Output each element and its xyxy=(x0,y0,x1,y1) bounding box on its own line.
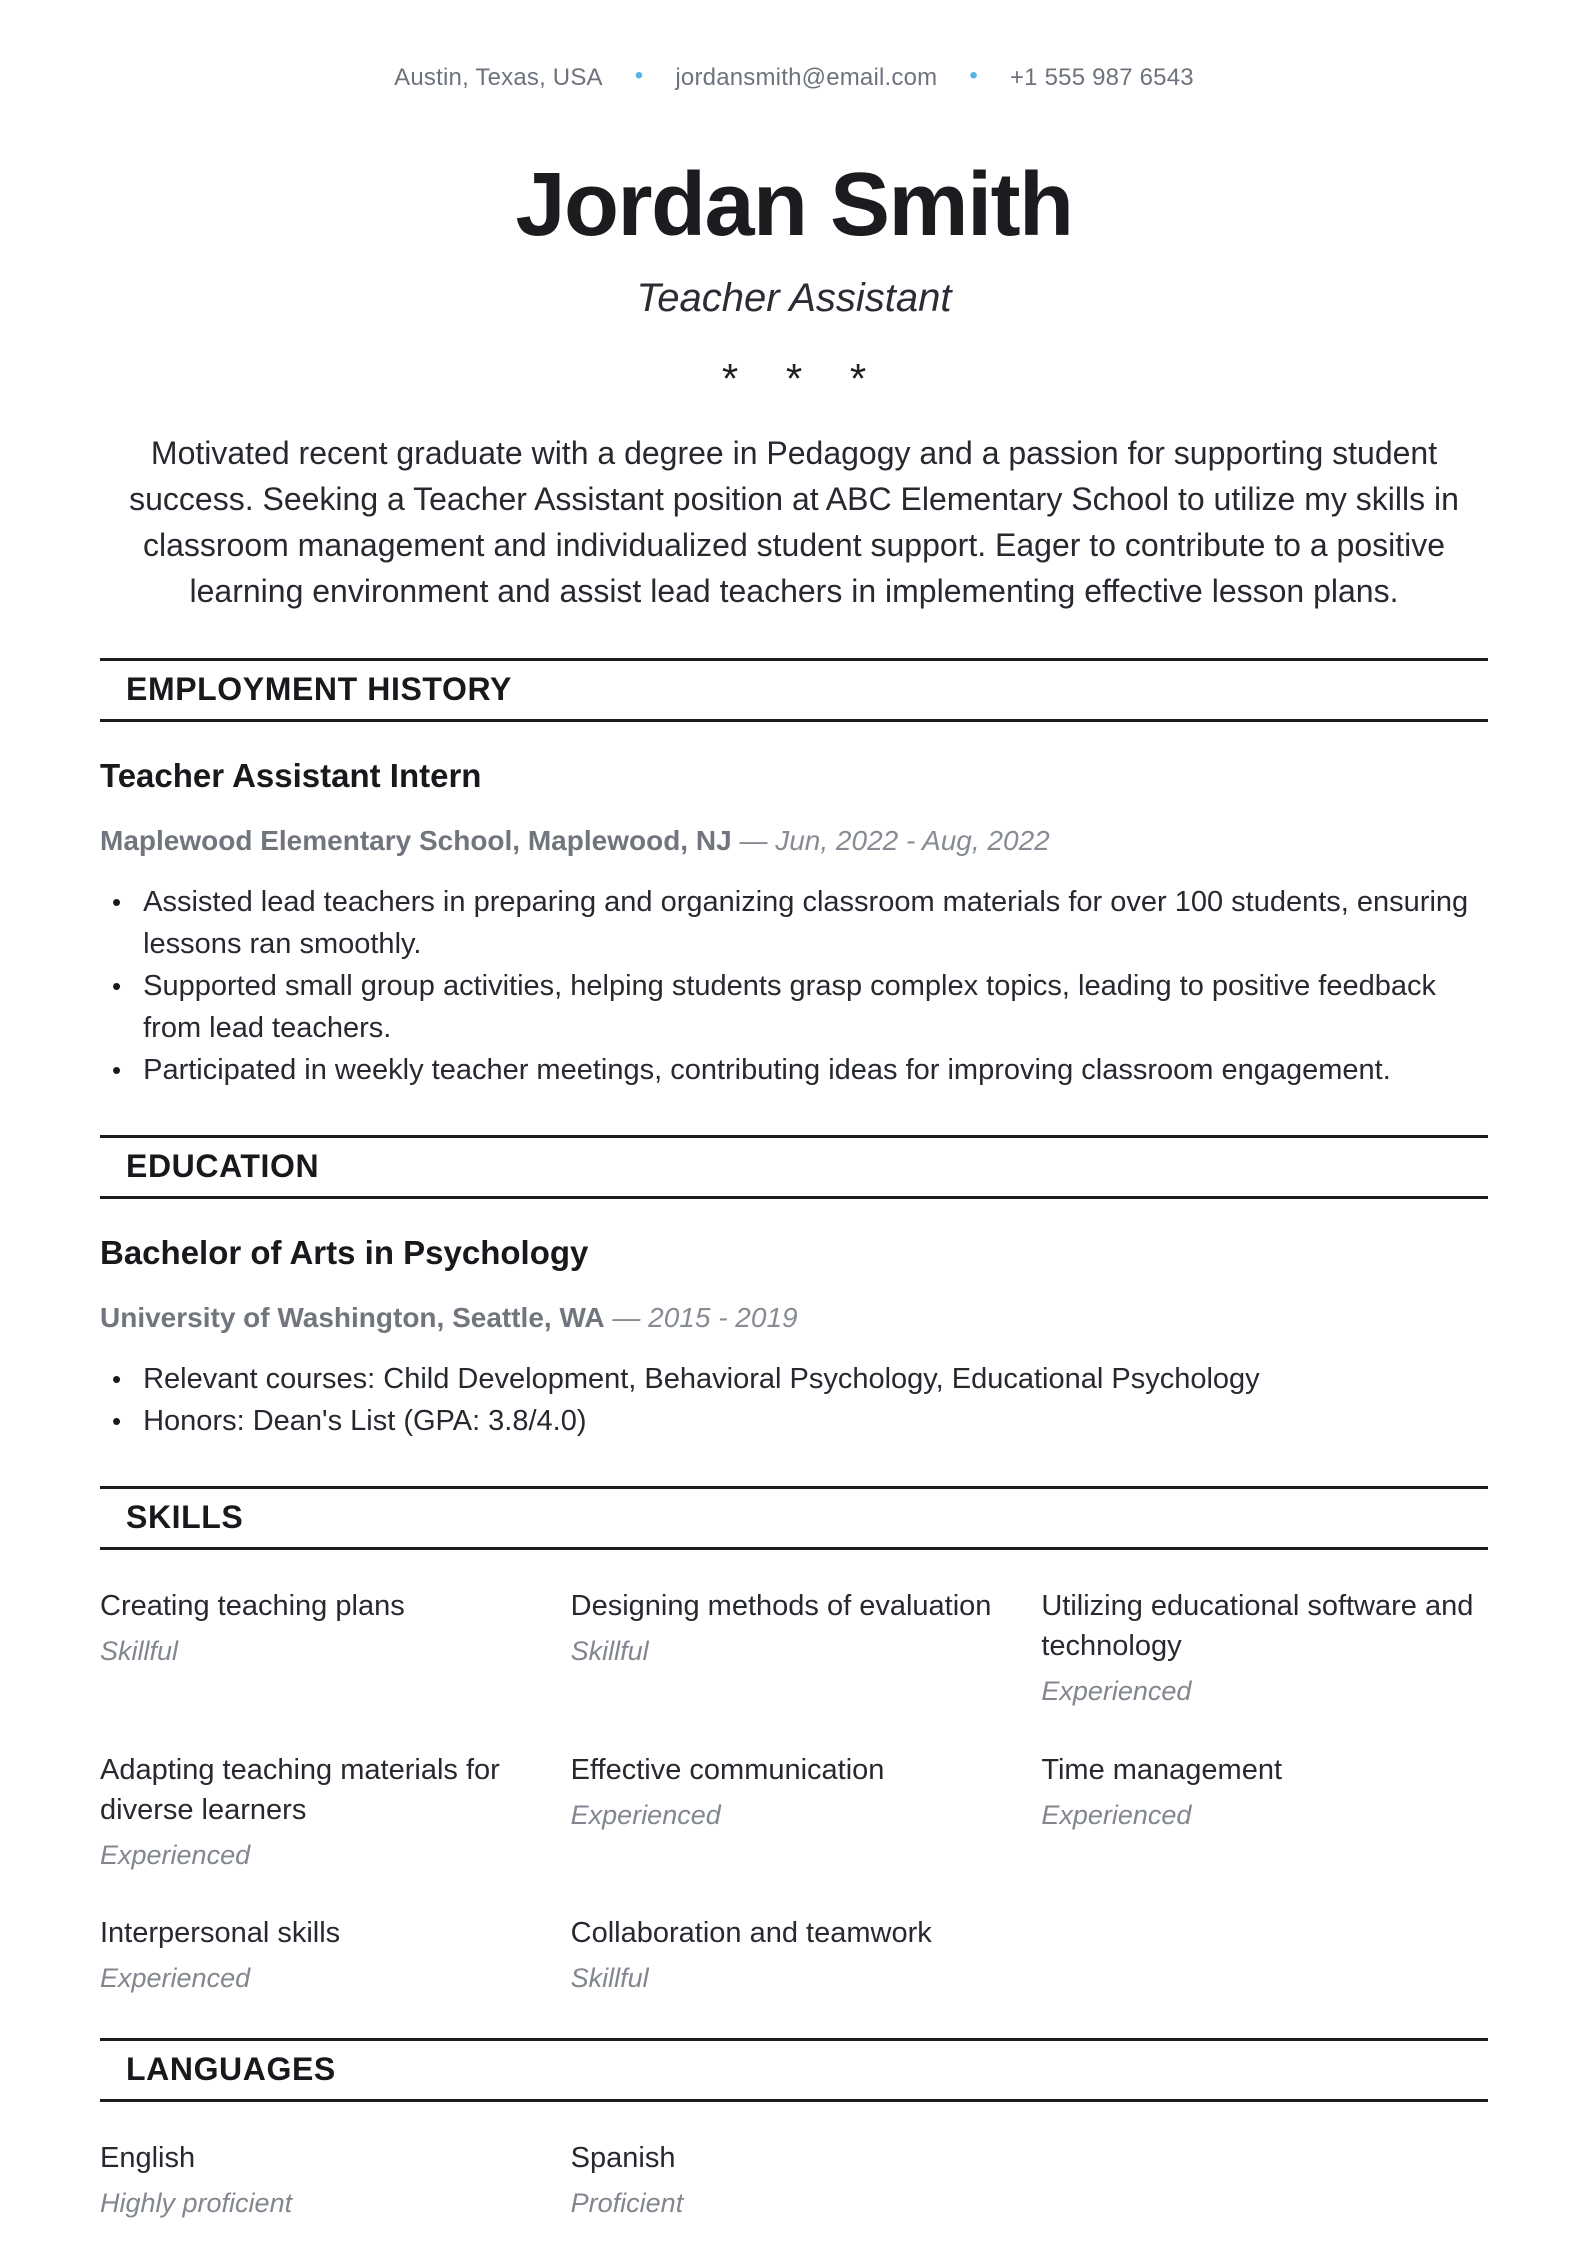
job-bullet: • Participated in weekly teacher meetings, contributing ideas for improving classroom engagement. xyxy=(100,1049,1488,1091)
skill-level: Experienced xyxy=(1041,1676,1192,1707)
section-languages-heading: LANGUAGES xyxy=(100,2038,1488,2102)
language-level: Highly proficient xyxy=(100,2188,293,2219)
education-bullet-list xyxy=(100,1358,1488,1442)
skill-item xyxy=(571,1750,1018,1871)
summary-text: Motivated recent graduate with a degree in Pedagogy and a passion for supporting student success. Seeking a Teacher Assistant position at ABC Elementary School to utilize my skills in classroom management and individualized student support. Eager to contribute to a positive learning environment and assist lead teachers in implementing effective lesson plans. xyxy=(129,435,1459,609)
skill-label: Designing methods of evaluation xyxy=(570,1590,992,1623)
skill-level: Skillful xyxy=(570,1636,649,1667)
contact-location: Austin, Texas, USA xyxy=(394,64,603,91)
section-skills xyxy=(100,1486,1488,1994)
skill-level: Skillful xyxy=(100,1636,179,1667)
skill-label: Interpersonal skills xyxy=(100,1916,341,1949)
skill-level: Experienced xyxy=(570,1799,721,1830)
candidate-name: Jordan Smith xyxy=(515,155,1073,255)
language-level: Proficient xyxy=(570,2188,684,2219)
separator-dot-icon: • xyxy=(634,62,644,89)
skill-level: Experienced xyxy=(1041,1799,1192,1830)
job-bullet: • Assisted lead teachers in preparing and organizing classroom materials for over 100 students, ensuring lessons ran smoothly. xyxy=(100,881,1488,965)
language-name: Spanish xyxy=(570,2142,676,2175)
contact-email: jordansmith@email.com xyxy=(675,64,938,91)
section-skills-heading: SKILLS xyxy=(100,1486,1488,1550)
education-bullet: • Honors: Dean's List (GPA: 3.8/4.0) xyxy=(100,1400,1488,1442)
skill-label: Utilizing educational software and technology xyxy=(1041,1590,1474,1663)
bullet-dot-icon: • xyxy=(112,971,122,1002)
skill-label: Collaboration and teamwork xyxy=(570,1916,932,1949)
education-meta xyxy=(100,1300,1488,1336)
section-employment-heading: EMPLOYMENT HISTORY xyxy=(100,658,1488,722)
bullet-dot-icon: • xyxy=(112,1406,122,1437)
language-item xyxy=(100,2138,547,2219)
education-institution: University of Washington, Seattle, WA xyxy=(100,1301,605,1333)
skill-label: Time management xyxy=(1041,1753,1283,1786)
skill-label: Effective communication xyxy=(570,1753,885,1786)
job-meta xyxy=(100,823,1488,859)
skill-level: Skillful xyxy=(570,1962,649,1993)
skill-item xyxy=(100,1913,547,1994)
skill-item xyxy=(1041,1750,1488,1871)
language-item xyxy=(571,2138,1018,2219)
skills-grid xyxy=(100,1586,1488,1994)
bullet-dot-icon: • xyxy=(112,1055,122,1086)
skill-level: Experienced xyxy=(100,1962,251,1993)
job-dates: — Jun, 2022 - Aug, 2022 xyxy=(739,824,1050,856)
skill-item xyxy=(571,1586,1018,1707)
skill-item xyxy=(1041,1586,1488,1707)
education-dates: — 2015 - 2019 xyxy=(612,1301,798,1333)
bullet-dot-icon: • xyxy=(112,887,122,918)
section-languages xyxy=(100,2038,1488,2219)
skill-label: Creating teaching plans xyxy=(100,1590,405,1623)
contact-row xyxy=(100,64,1488,92)
section-education-heading: EDUCATION xyxy=(100,1135,1488,1199)
candidate-title: Teacher Assistant xyxy=(636,276,952,320)
job-bullet: • Supported small group activities, helping students grasp complex topics, leading to positive feedback from lead teachers. xyxy=(100,965,1488,1049)
job-bullet-list xyxy=(100,881,1488,1091)
separator-dot-icon: • xyxy=(969,62,978,89)
job-organization: Maplewood Elementary School, Maplewood, NJ xyxy=(100,824,732,856)
education-bullet: • Relevant courses: Child Development, Behavioral Psychology, Educational Psychology xyxy=(100,1358,1488,1400)
skill-item xyxy=(100,1586,547,1707)
asterisk-ornament-icon: * * * xyxy=(721,355,885,402)
degree-title: Bachelor of Arts in Psychology xyxy=(100,1233,589,1271)
bullet-dot-icon: • xyxy=(112,1364,122,1395)
language-name: English xyxy=(100,2142,196,2175)
skill-item xyxy=(100,1750,547,1871)
education-entry xyxy=(100,1233,1488,1442)
job-entry xyxy=(100,756,1488,1091)
contact-phone: +1 555 987 6543 xyxy=(1009,64,1194,91)
languages-grid xyxy=(100,2138,1488,2219)
skill-level: Experienced xyxy=(100,1839,251,1870)
skill-label: Adapting teaching materials for diverse learners xyxy=(100,1753,500,1826)
section-employment xyxy=(100,658,1488,1091)
section-education xyxy=(100,1135,1488,1442)
job-title: Teacher Assistant Intern xyxy=(100,756,482,794)
skill-item xyxy=(571,1913,1018,1994)
